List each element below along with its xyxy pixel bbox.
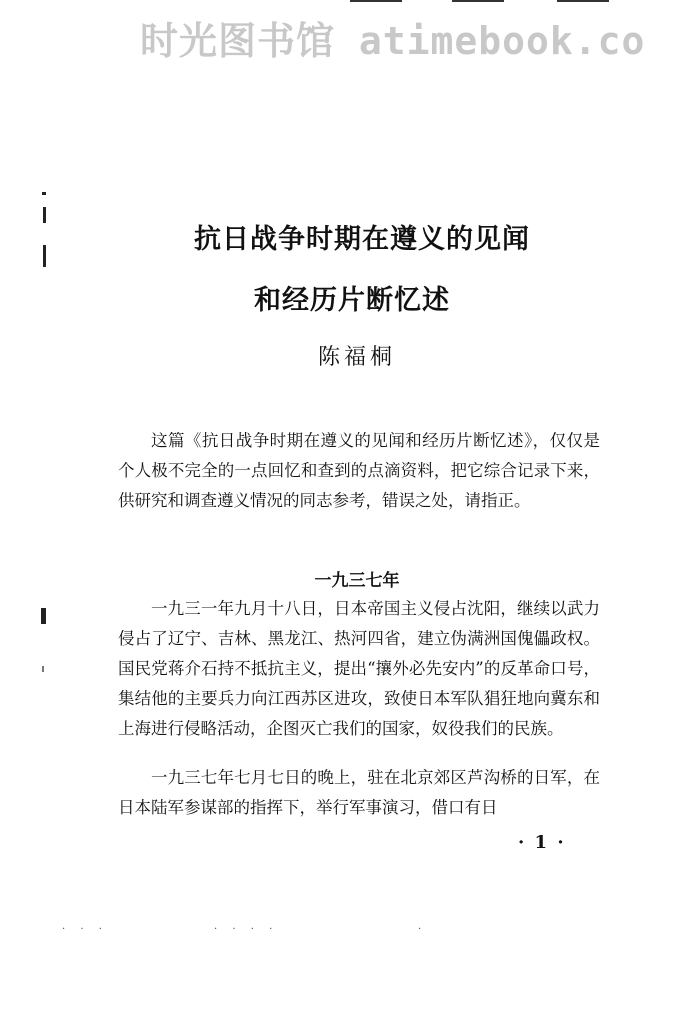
article-title-line-2: 和经历片断忆述	[254, 285, 450, 316]
intro-paragraph: 这篇《抗日战争时期在遵义的见闻和经历片断忆述》，仅仅是个人极不完全的一点回忆和查到的点滴资料，把它综合记录下来，供研究和调查遵义情况的同志参考，错误之处，请指正。	[118, 431, 600, 510]
body-paragraph-2: 一九三七年七月七日的晚上，驻在北京郊区芦沟桥的日军，在日本陆军参谋部的指挥下，举行军事演习，借口有日	[118, 768, 600, 817]
scan-rule-1	[350, 0, 402, 2]
binding-mark-1	[42, 192, 46, 195]
scan-noise-2: · · · ·	[214, 924, 279, 935]
scan-noise-1: · · ·	[62, 924, 108, 935]
page-number: · 1 ·	[518, 832, 566, 853]
section-heading-1937: 一九三七年	[314, 571, 400, 591]
scan-rule-3	[557, 0, 609, 2]
article-author: 陈福桐	[317, 345, 396, 370]
watermark-text: 时光图书馆 atimebook.co	[140, 19, 646, 63]
binding-mark-4	[41, 608, 46, 624]
article-title-line-1: 抗日战争时期在遵义的见闻	[194, 224, 530, 255]
binding-mark-5	[42, 666, 44, 672]
scan-noise-3: ·	[418, 924, 428, 935]
body-paragraph-1: 一九三一年九月十八日，日本帝国主义侵占沈阳，继续以武力侵占了辽宁、吉林、黑龙江、热河四省，建立伪满洲国傀儡政权。国民党蒋介石持不抵抗主义，提出“攘外必先安内”的反革命口号，集结他的主要兵力向江西苏区进攻，致使日本军队猖狂地向冀东和上海进行侵略活动，企图灭亡我们的国家，奴役我们的民族。	[118, 599, 600, 738]
scan-rule-2	[452, 0, 504, 2]
